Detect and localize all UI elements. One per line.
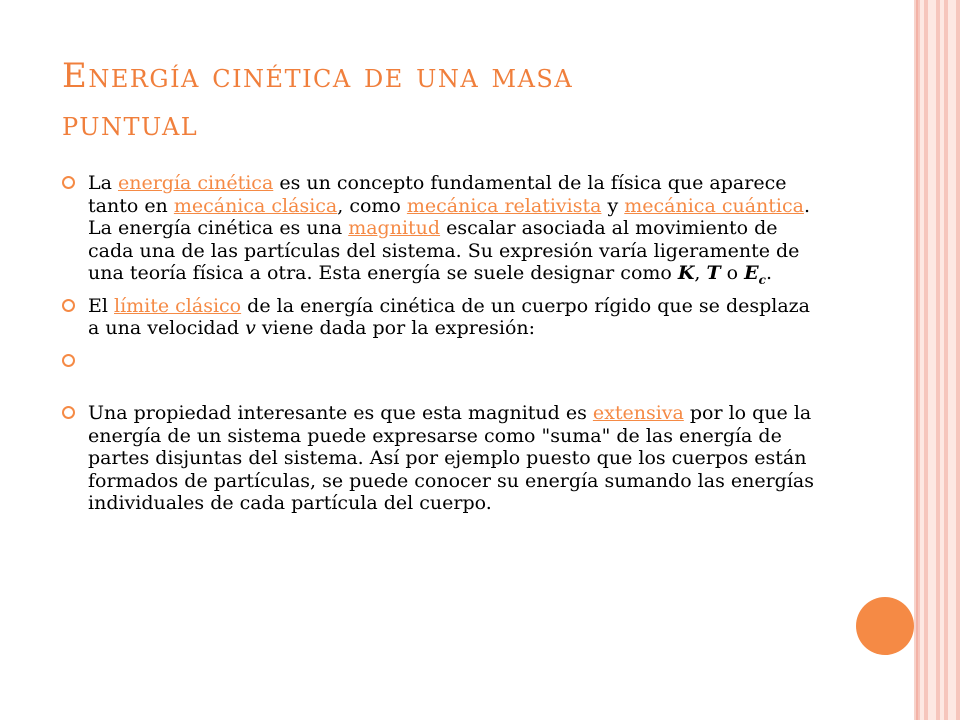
slide-title-line-1: Energía cinética de una masa [62, 56, 574, 96]
link-extensiva[interactable]: extensiva [592, 402, 684, 424]
bullet-circle-icon [62, 354, 75, 367]
text: . [765, 262, 773, 284]
link-energia-cinetica[interactable]: energía cinética [117, 172, 274, 194]
text: de la energía cinética de un cuerpo rígido que se desplaza a una velocidad [88, 294, 811, 339]
bullet-circle-icon [62, 176, 75, 189]
symbol-e-subscript: c [758, 272, 766, 287]
variable-v: v [245, 317, 256, 339]
link-mecanica-cuantica[interactable]: mecánica cuántica [624, 194, 804, 217]
text: Una propiedad interesante es que esta magnitud es [88, 402, 593, 424]
link-limite-clasico[interactable]: límite clásico [114, 294, 242, 317]
bullet-circle-icon [62, 406, 75, 419]
slide-title-line-2: puntual [62, 104, 199, 144]
text: escalar asociada al movimiento de cada una de las partículas del sistema. Su expresión varía ligeramente de una teoría física a otra. Esta energía se suele designar como [88, 217, 800, 284]
text: El [88, 294, 114, 317]
slide-frame-edge [914, 0, 916, 720]
bullet-item-kinetic-energy [62, 172, 822, 285]
link-magnitud[interactable]: magnitud [348, 217, 441, 239]
text: , como [337, 194, 407, 217]
text: y [601, 194, 625, 217]
text: o [720, 262, 745, 284]
symbol-t: T [706, 262, 721, 284]
text: La [88, 172, 118, 194]
text: viene dada por la expresión: [255, 317, 536, 339]
text: es un concepto fundamental de la física que aparece tanto en [88, 172, 787, 217]
bullet-item-classical-limit [62, 295, 822, 340]
bullet-item-extensive-property [62, 402, 822, 515]
link-mecanica-clasica[interactable]: mecánica clásica [173, 194, 338, 217]
text: , [694, 262, 707, 284]
link-mecanica-relativista[interactable]: mecánica relativista [406, 194, 602, 217]
text: . La energía cinética es una [88, 194, 810, 239]
bullet-list [62, 172, 822, 525]
bullet-circle-icon [62, 299, 75, 312]
slide-title [62, 52, 822, 148]
decorative-orange-circle [856, 597, 914, 655]
text: por lo que la energía de un sistema puede expresarse como "suma" de las energía de partes disjuntas del sistema. Así por ejemplo puesto que los cuerpos están formados de partículas, se puede conocer su energía sumando las energías individuales de cada partícula del cuerpo. [88, 402, 814, 514]
symbol-k: K [677, 262, 695, 284]
symbol-e: E [744, 262, 759, 284]
bullet-item-empty [62, 350, 822, 373]
decorative-side-stripes [916, 0, 960, 720]
